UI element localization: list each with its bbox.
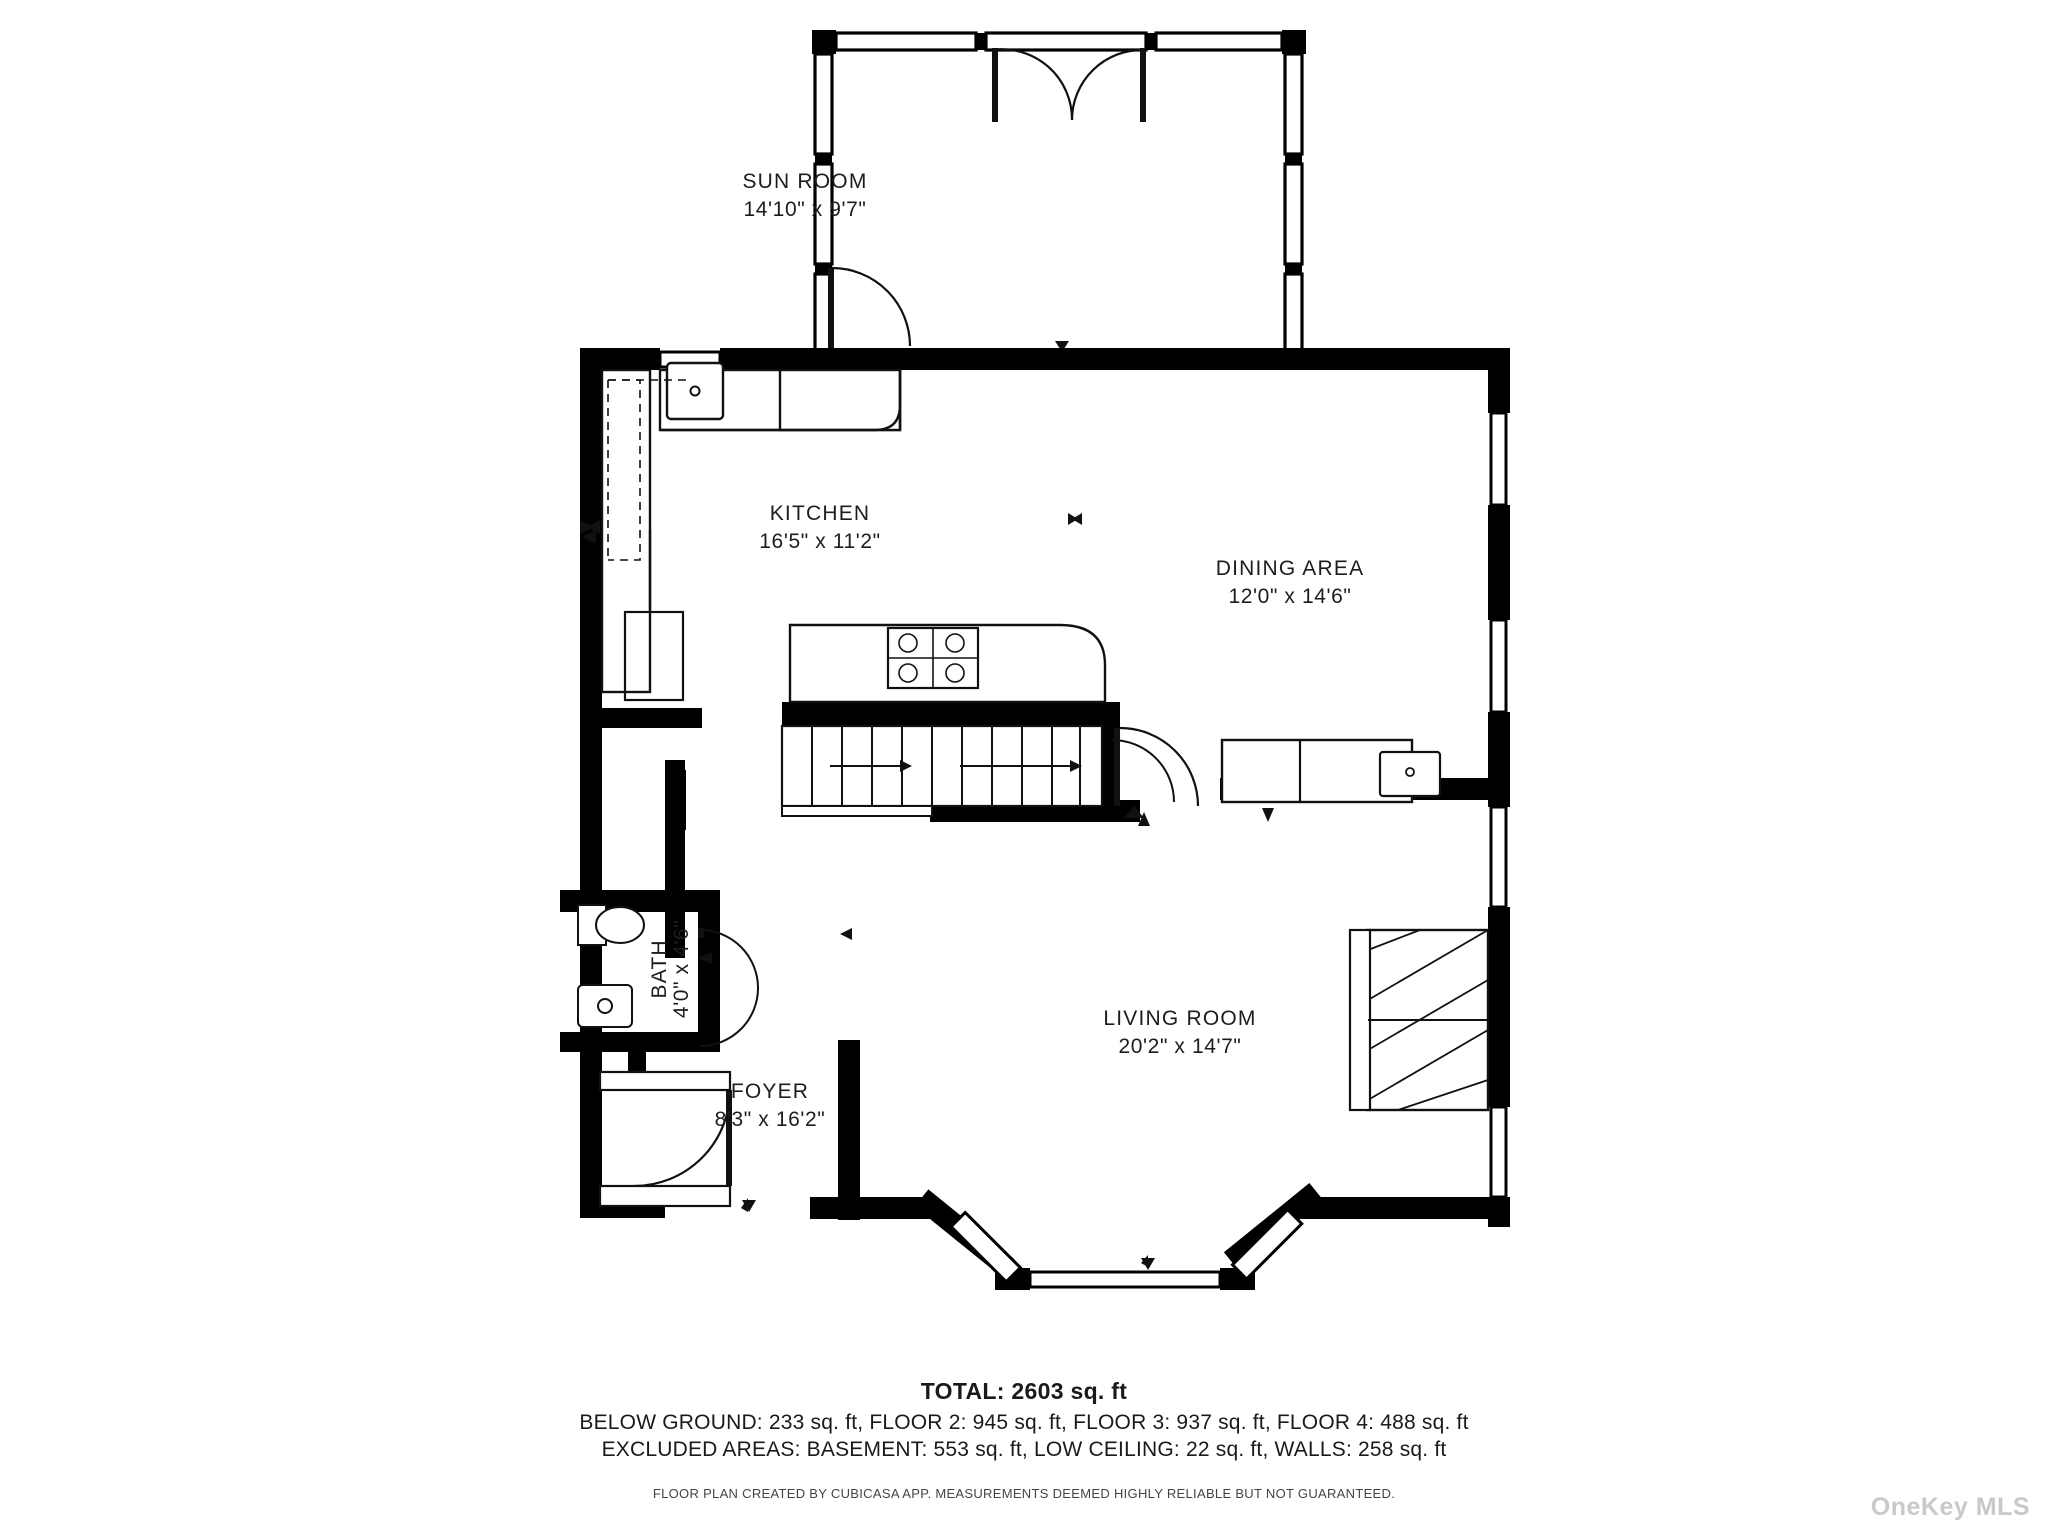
sun-room-structure — [812, 30, 1306, 352]
area-summary — [0, 1378, 2048, 1465]
room-name: LIVING ROOM — [1103, 1007, 1257, 1030]
room-name: BATH — [648, 939, 672, 999]
fireplace — [1350, 930, 1488, 1110]
room-name: SUN ROOM — [742, 170, 868, 193]
dining-fixtures — [1138, 740, 1440, 826]
room-dimensions: 16'5" x 11'2" — [759, 529, 881, 553]
room-dimensions: 8'3" x 16'2" — [714, 1107, 826, 1131]
floor-breakdown: BELOW GROUND: 233 sq. ft, FLOOR 2: 945 sq. ft, FLOOR 3: 937 sq. ft, FLOOR 4: 488 sq. ft — [579, 1411, 1469, 1434]
room-name: FOYER — [730, 1080, 810, 1103]
room-dimensions: 14'10" x 9'7" — [743, 197, 867, 221]
disclaimer-text: FLOOR PLAN CREATED BY CUBICASA APP. MEASUREMENTS DEEMED HIGHLY RELIABLE BUT NOT GUARANTEED. — [652, 1486, 1396, 1501]
room-name: KITCHEN — [769, 502, 871, 525]
onekey-mls-watermark: OneKey MLS — [1870, 1493, 2030, 1521]
kitchen-fixtures — [580, 363, 1105, 702]
room-dimensions: 12'0" x 14'6" — [1228, 584, 1352, 608]
foyer-entry-door — [600, 1072, 756, 1212]
room-dimensions: 20'2" x 14'7" — [1118, 1034, 1242, 1058]
excluded-areas: EXCLUDED AREAS: BASEMENT: 553 sq. ft, LOW CEILING: 22 sq. ft, WALLS: 258 sq. ft — [601, 1438, 1447, 1461]
total-area: TOTAL: 2603 sq. ft — [920, 1378, 1128, 1404]
room-dimensions: 4'0" x 4'6" — [670, 919, 694, 1019]
room-name: DINING AREA — [1215, 557, 1365, 580]
